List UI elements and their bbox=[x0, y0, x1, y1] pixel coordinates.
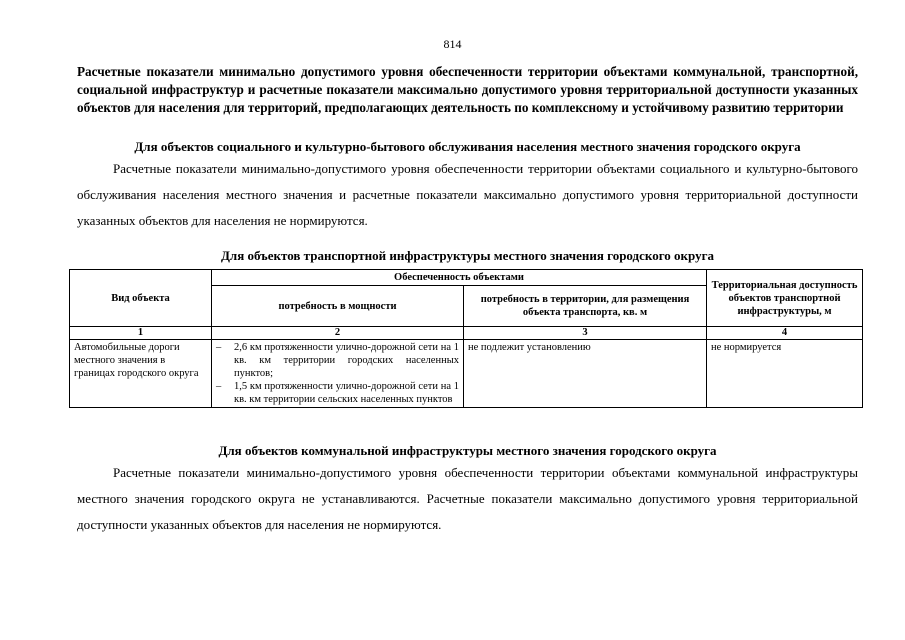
accessibility-header: Территориальная доступность объектов транспортной инфраструктуры, м bbox=[707, 270, 863, 327]
territory-need-header: потребность в территории, для размещения объекта транспорта, кв. м bbox=[464, 286, 707, 327]
communal-infrastructure-paragraph: Расчетные показатели минимально-допустимого уровня обеспеченности территории объектами коммунальной инфраструктуры местного значения городского округа не устанавливаются. Расчетные показатели максимально допустимого уровня территориальной доступности указанных объектов для населения не нормируются. bbox=[77, 465, 858, 532]
provision-header: Обеспеченность объектами bbox=[212, 270, 707, 286]
transport-infrastructure-heading: Для объектов транспортной инфраструктуры местного значения городского округа bbox=[220, 248, 714, 263]
page-number: 814 bbox=[443, 37, 462, 51]
transport-infrastructure-table bbox=[69, 269, 863, 408]
territory-need-cell: не подлежит установлению bbox=[464, 340, 707, 408]
object-type-header: Вид объекта bbox=[70, 270, 212, 327]
social-infrastructure-paragraph: Расчетные показатели минимально-допустимого уровня обеспеченности территории объектами социального и культурно-бытового обслуживания населения местного значения и расчетные показатели максимально допустимого уровня территориальной доступности указанных объектов для населения не нормируются. bbox=[77, 161, 858, 228]
column-number: 3 bbox=[464, 327, 707, 340]
column-number: 1 bbox=[70, 327, 212, 340]
capacity-need-cell bbox=[212, 340, 464, 408]
table-header-row bbox=[70, 270, 863, 286]
dash-bullet: – bbox=[216, 342, 222, 353]
document-title: Расчетные показатели минимально допустимого уровня обеспеченности территории объектами коммунальной, транспортной, социальной инфраструктур и расчетные показатели максимально допустимого уровня территориальной доступности указанных объектов для населения для территорий, предполагающих деятельность по комплексному и устойчивому развитию территории bbox=[77, 64, 858, 115]
capacity-need-list bbox=[216, 341, 459, 406]
capacity-need-urban: 2,6 км протяженности улично-дорожной сети на 1 кв. км территории городских населенных пунктов; bbox=[234, 342, 459, 379]
column-number: 4 bbox=[707, 327, 863, 340]
list-item bbox=[216, 341, 459, 380]
accessibility-cell: не нормируется bbox=[707, 340, 863, 408]
table-row bbox=[70, 340, 863, 408]
capacity-need-header: потребность в мощности bbox=[212, 286, 464, 327]
column-number: 2 bbox=[212, 327, 464, 340]
list-item bbox=[216, 380, 459, 406]
column-number-row bbox=[70, 327, 863, 340]
social-infrastructure-heading: Для объектов социального и культурно-бытового обслуживания населения местного значения городского округа bbox=[134, 139, 801, 154]
dash-bullet: – bbox=[216, 381, 222, 392]
object-type-cell: Автомобильные дороги местного значения в границах городского округа bbox=[70, 340, 212, 408]
capacity-need-rural: 1,5 км протяженности улично-дорожной сети на 1 кв. км территории сельских населенных пунктов bbox=[234, 381, 459, 405]
communal-infrastructure-heading: Для объектов коммунальной инфраструктуры местного значения городского округа bbox=[218, 443, 717, 458]
